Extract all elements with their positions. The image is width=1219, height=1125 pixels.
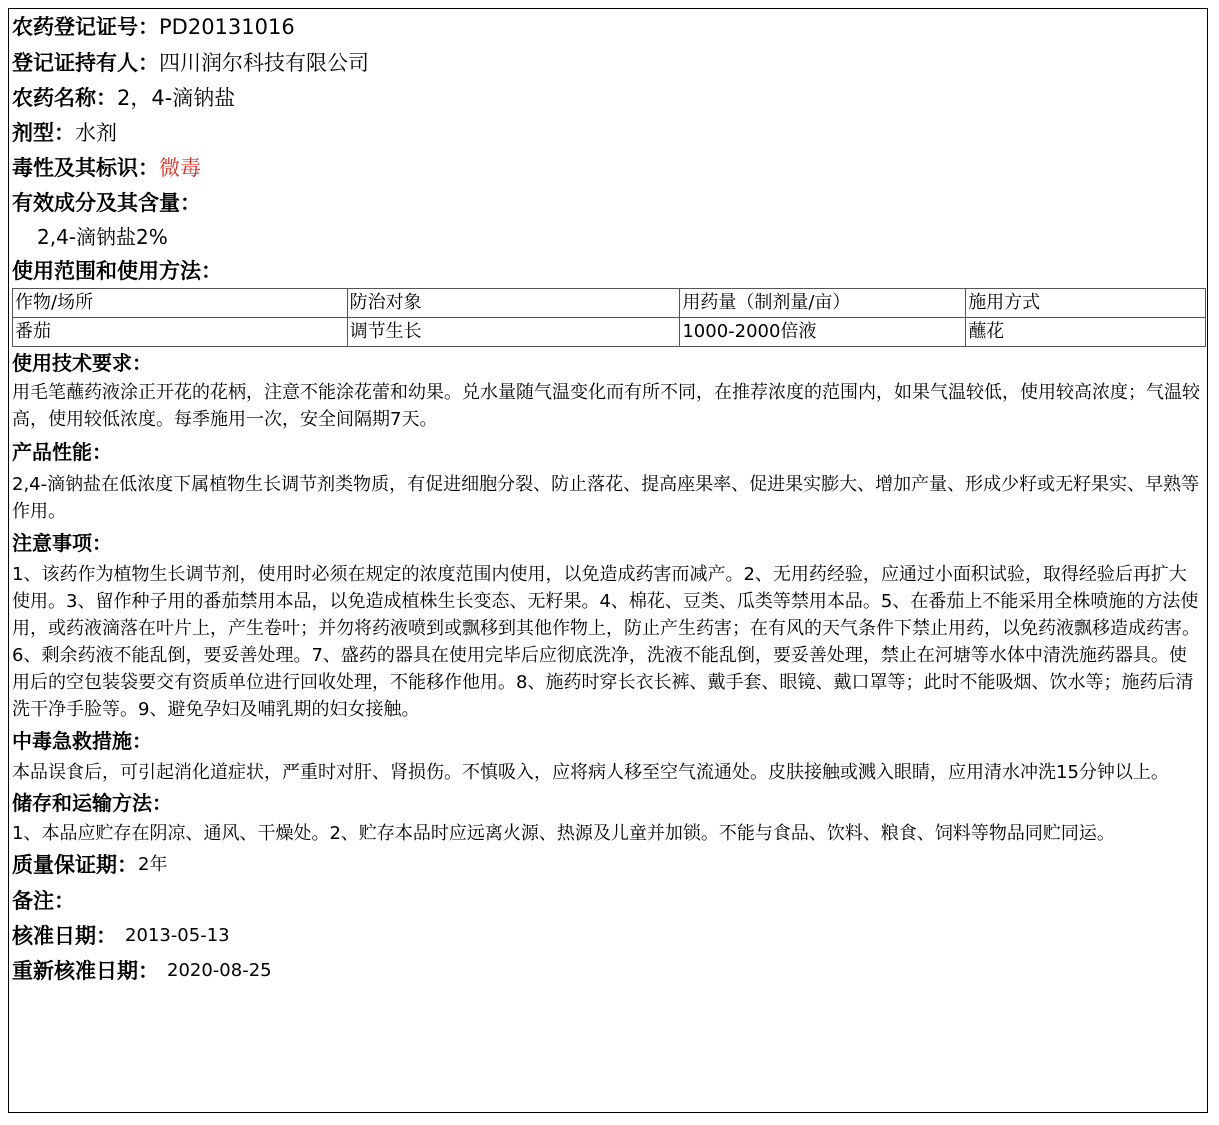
cell-dosage: 1000-2000倍液 xyxy=(680,318,966,347)
pesticide-name-value: 2，4-滴钠盐 xyxy=(117,85,236,110)
approval-date-label: 核准日期： xyxy=(12,923,117,948)
cell-crop: 番茄 xyxy=(13,318,348,347)
name-row xyxy=(12,80,1204,115)
header-dosage: 用药量（制剂量/亩） xyxy=(680,289,966,318)
reapproval-date-row xyxy=(12,953,1204,988)
toxicity-row xyxy=(12,150,1204,185)
table-row xyxy=(13,318,1206,347)
approval-date-value: 2013-05-13 xyxy=(125,924,230,946)
header-target: 防治对象 xyxy=(347,289,680,318)
usage-label: 使用范围和使用方法： xyxy=(12,259,222,283)
ingredient-row xyxy=(12,185,1204,220)
pesticide-name-label: 农药名称： xyxy=(12,85,117,110)
performance-text: 2,4-滴钠盐在低浓度下属植物生长调节剂类物质，有促进细胞分裂、防止落花、提高座果率、促进果实膨大、增加产量、形成少籽或无籽果实、早熟等作用。 xyxy=(12,474,1200,522)
reg-no-row xyxy=(12,9,1204,45)
remarks-row xyxy=(12,883,1204,918)
approval-date-row xyxy=(12,918,1204,953)
storage-text: 1、本品应贮存在阴凉、通风、干燥处。2、贮存本品时应远离火源、热源及儿童并加锁。不能与食品、饮料、粮食、饲料等物品同贮同运。 xyxy=(12,823,1115,844)
ingredient-value: 2,4-滴钠盐2% xyxy=(37,225,168,249)
formulation-value: 水剂 xyxy=(75,120,117,145)
tech-text: 用毛笔蘸药液涂正开花的花柄，注意不能涂花蕾和幼果。兑水量随气温变化而有所不同，在推荐浓度的范围内，如果气温较低，使用较高浓度；气温较高，使用较低浓度。每季施用一次，安全间隔期7天。 xyxy=(12,382,1200,430)
cell-method: 蘸花 xyxy=(966,318,1206,347)
reapproval-date-value: 2020-08-25 xyxy=(167,959,272,981)
storage-label: 储存和运输方法： xyxy=(12,791,172,815)
performance-label: 产品性能： xyxy=(12,440,112,464)
usage-table xyxy=(12,288,1206,347)
reg-no-value: PD20131016 xyxy=(159,15,295,39)
toxicity-label: 毒性及其标识： xyxy=(12,155,159,180)
holder-row xyxy=(12,45,1204,80)
warranty-label: 质量保证期： xyxy=(12,853,138,877)
first-aid-text: 本品误食后，可引起消化道症状，严重时对肝、肾损伤。不慎吸入，应将病人移至空气流通处。皮肤接触或溅入眼睛，应用清水冲洗15分钟以上。 xyxy=(12,762,1169,783)
ingredient-label: 有效成分及其含量： xyxy=(12,190,201,215)
reapproval-date-label: 重新核准日期： xyxy=(12,958,159,983)
formulation-label: 剂型： xyxy=(12,120,75,145)
tech-label: 使用技术要求： xyxy=(12,351,152,375)
usage-row xyxy=(12,254,1204,288)
first-aid-label: 中毒急救措施： xyxy=(12,729,152,753)
ingredient-value-row xyxy=(12,220,1204,254)
notes-label: 注意事项： xyxy=(12,531,112,555)
notes-text: 1、该药作为植物生长调节剂，使用时必须在规定的浓度范围内使用，以免造成药害而减产。2、无用药经验，应通过小面积试验，取得经验后再扩大使用。3、留作种子用的番茄禁用本品，以免造成植株生长变态、无籽果。4、棉花、豆类、瓜类等禁用本品。5、在番茄上不能采用全株喷施的方法使用，或药液滴落在叶片上，产生卷叶；并勿将药液喷到或飘移到其他作物上，防止产生药害；在有风的天气条件下禁止用药，以免药液飘移造成药害。6、剩余药液不能乱倒，要妥善处理。7、盛药的器具在使用完毕后应彻底洗净，洗液不能乱倒，要妥善处理，禁止在河塘等水体中清洗施药器具。使用后的空包装袋要交有资质单位进行回收处理，不能移作他用。8、施药时穿长衣长裤、戴手套、眼镜、戴口罩等；此时不能吸烟、饮水等；施药后清洗干净手脸等。9、避免孕妇及哺乳期的妇女接触。 xyxy=(12,564,1200,720)
reg-no-label: 农药登记证号： xyxy=(12,15,159,39)
holder-value: 四川润尔科技有限公司 xyxy=(159,50,369,75)
formulation-row xyxy=(12,115,1204,150)
remarks-label: 备注： xyxy=(12,888,75,913)
header-method: 施用方式 xyxy=(966,289,1206,318)
pesticide-registration-record xyxy=(8,8,1208,1113)
usage-table-header xyxy=(13,289,1206,318)
warranty-value: 2年 xyxy=(138,854,168,875)
toxicity-value: 微毒 xyxy=(159,155,201,180)
cell-target: 调节生长 xyxy=(347,318,680,347)
header-crop: 作物/场所 xyxy=(13,289,348,318)
holder-label: 登记证持有人： xyxy=(12,50,159,75)
warranty-row xyxy=(12,847,1204,883)
